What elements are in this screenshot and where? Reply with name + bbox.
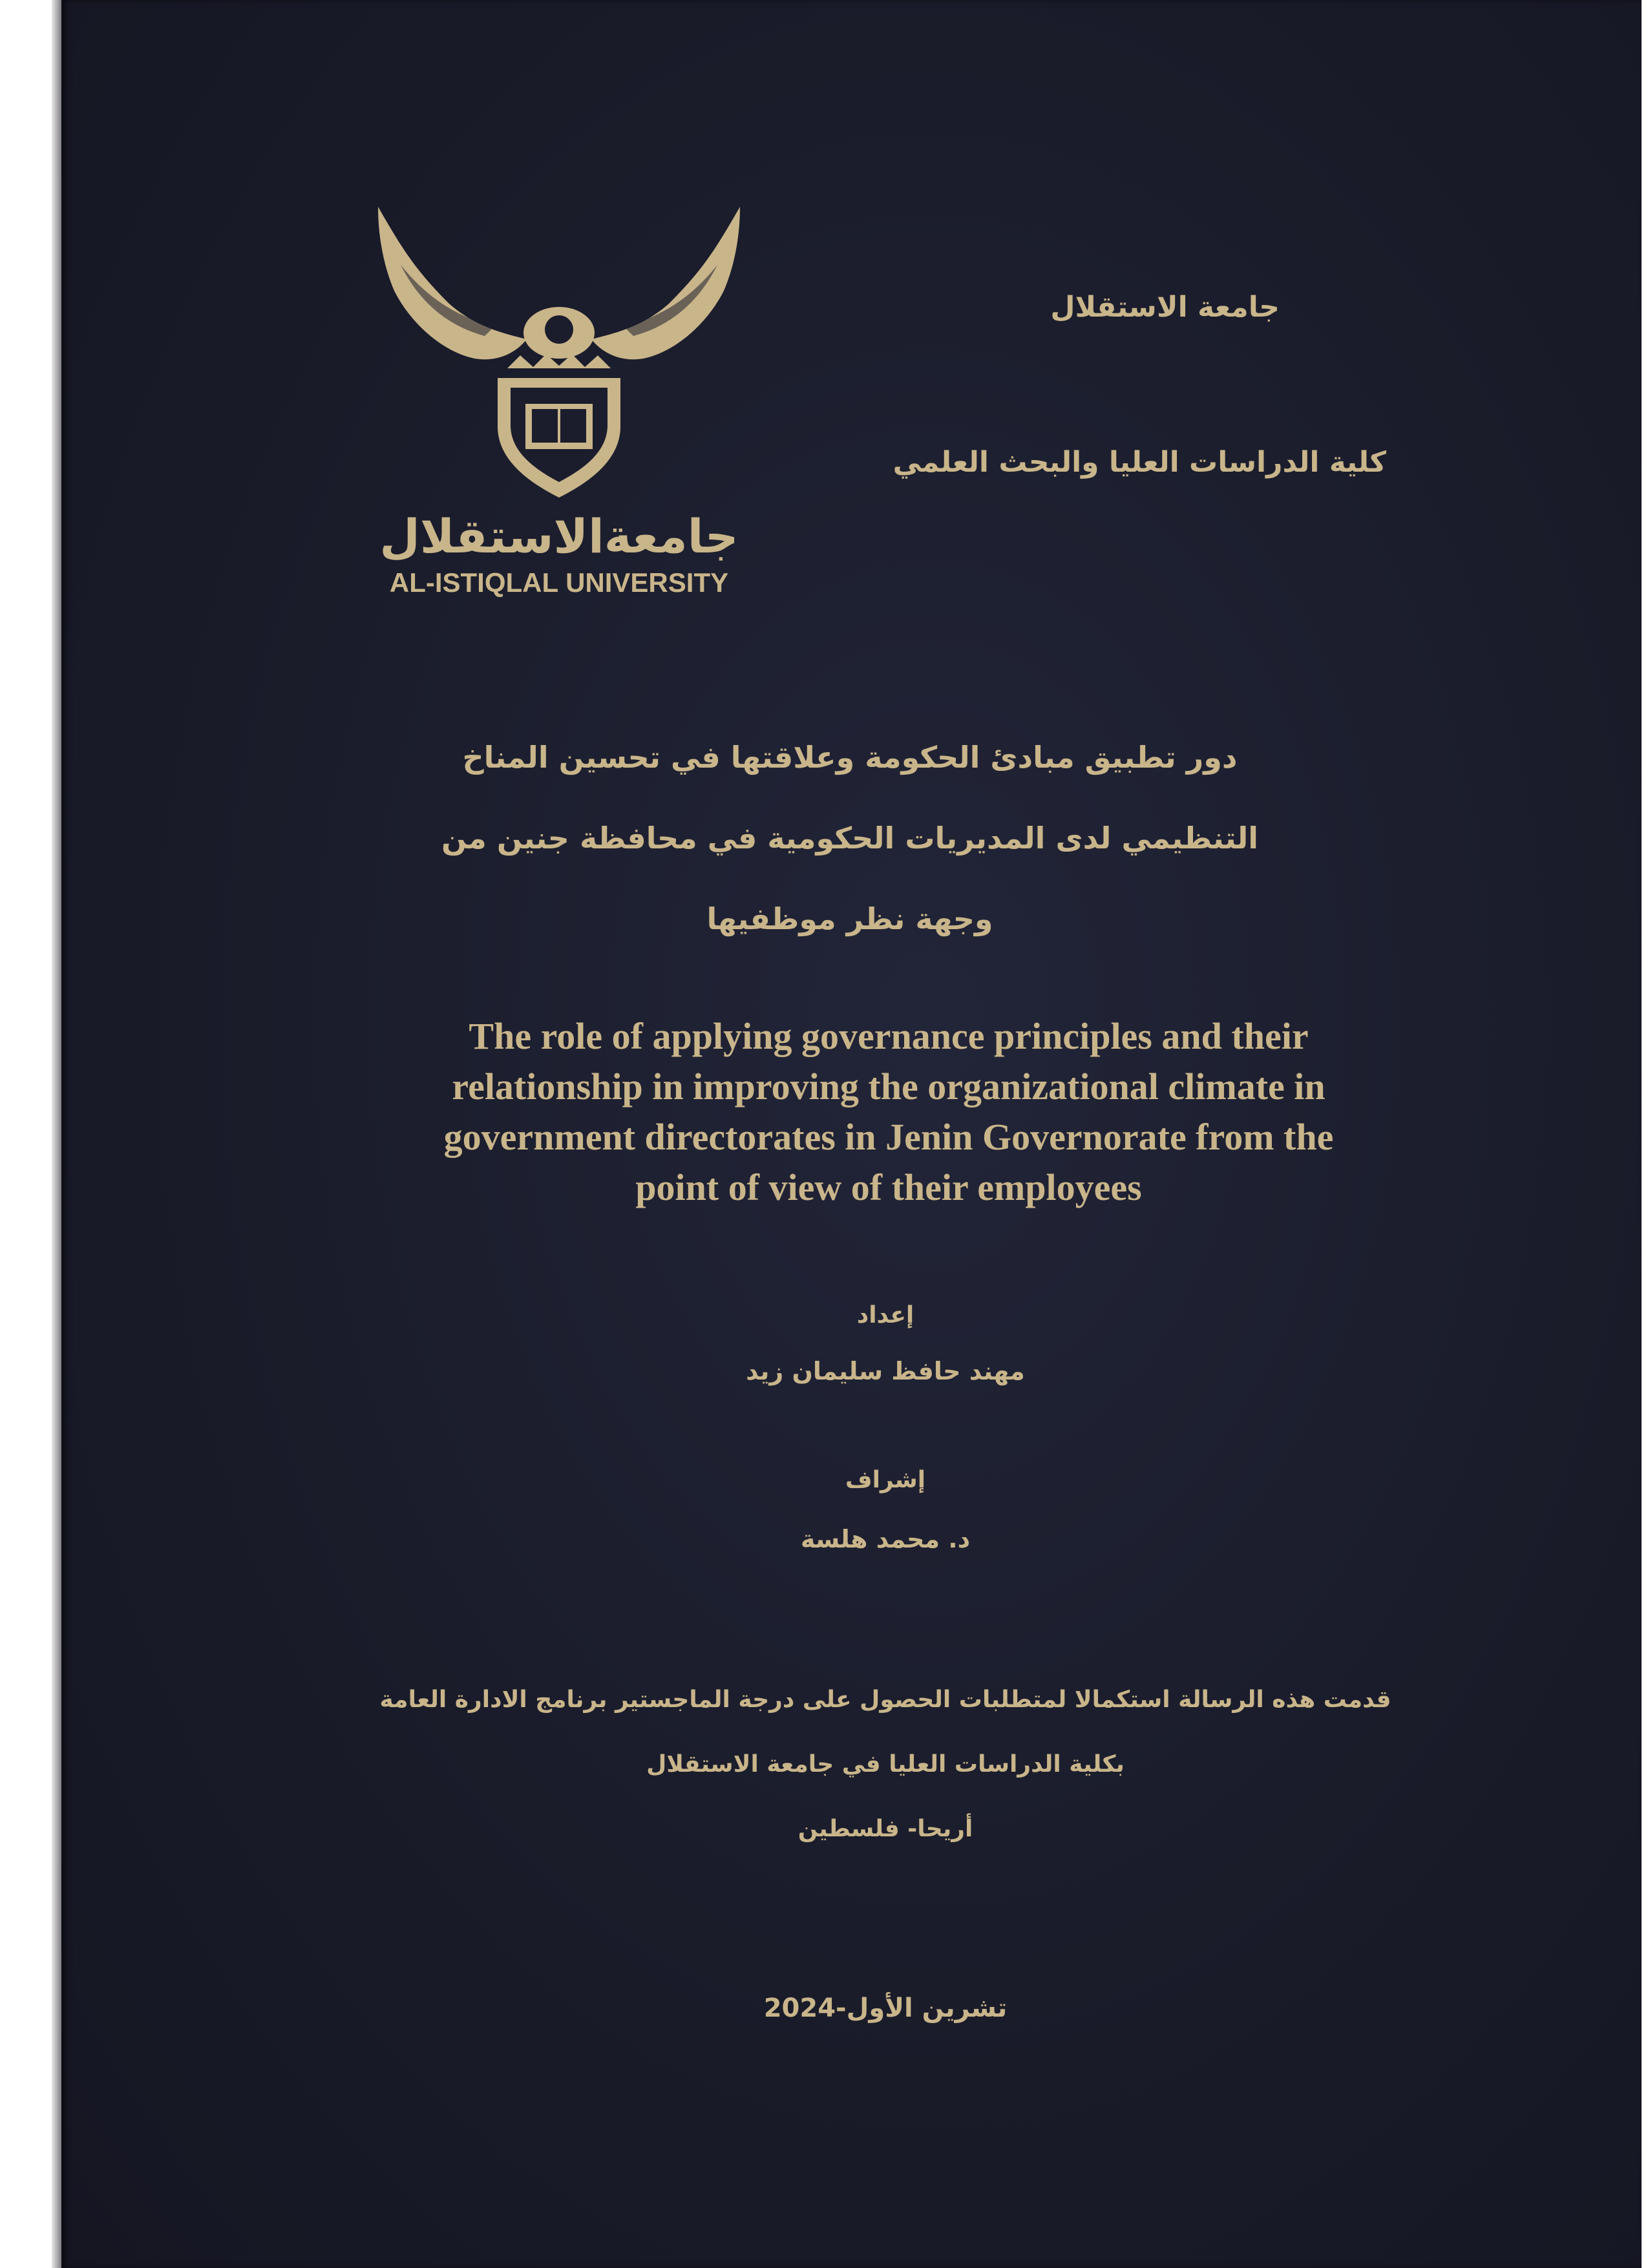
logo-english-wordmark: AL-ISTIQLAL UNIVERSITY: [389, 567, 729, 598]
arabic-title: [397, 717, 1302, 960]
submission-statement: قدمت هذه الرسالة استكمالا لمتطلبات الحصول على درجة الماجستير برنامج الادارة العامة: [379, 1686, 1391, 1713]
arabic-title-line: وجهة نظر موظفيها: [706, 901, 993, 936]
university-logo: [365, 194, 753, 607]
university-name: جامعة الاستقلال: [1050, 291, 1280, 324]
submission-location: أريحا- فلسطين: [798, 1816, 973, 1842]
submission-college: بكلية الدراسات العليا في جامعة الاستقلال: [646, 1751, 1125, 1778]
english-title-line: government directorates in Jenin Governorate from the: [443, 1116, 1334, 1158]
eagle-shield-book-icon: [365, 194, 753, 504]
supervisor-label: إشراف: [845, 1467, 926, 1493]
english-title-line: The role of applying governance principles and their: [469, 1015, 1309, 1057]
supervisor-name: د. محمد هلسة: [800, 1525, 971, 1553]
english-title-line: relationship in improving the organizational climate in: [452, 1066, 1326, 1108]
arabic-title-line: دور تطبيق مبادئ الحكومة وعلاقتها في تحسين المناخ: [462, 740, 1238, 775]
author-name: مهند حافظ سليمان زيد: [746, 1357, 1025, 1385]
english-title: [339, 1011, 1438, 1213]
logo-arabic-wordmark: جامعةالاستقلال: [379, 509, 739, 563]
author-label: إعداد: [856, 1302, 914, 1328]
college-name: كلية الدراسات العليا والبحث العلمي: [893, 446, 1386, 479]
submission-date: تشرين الأول-2024: [763, 1993, 1008, 2023]
arabic-title-line: التنظيمي لدى المديريات الحكومية في محافظة جنين من: [441, 821, 1259, 856]
thesis-cover: [61, 0, 1642, 2268]
english-title-line: point of view of their employees: [635, 1166, 1142, 1208]
